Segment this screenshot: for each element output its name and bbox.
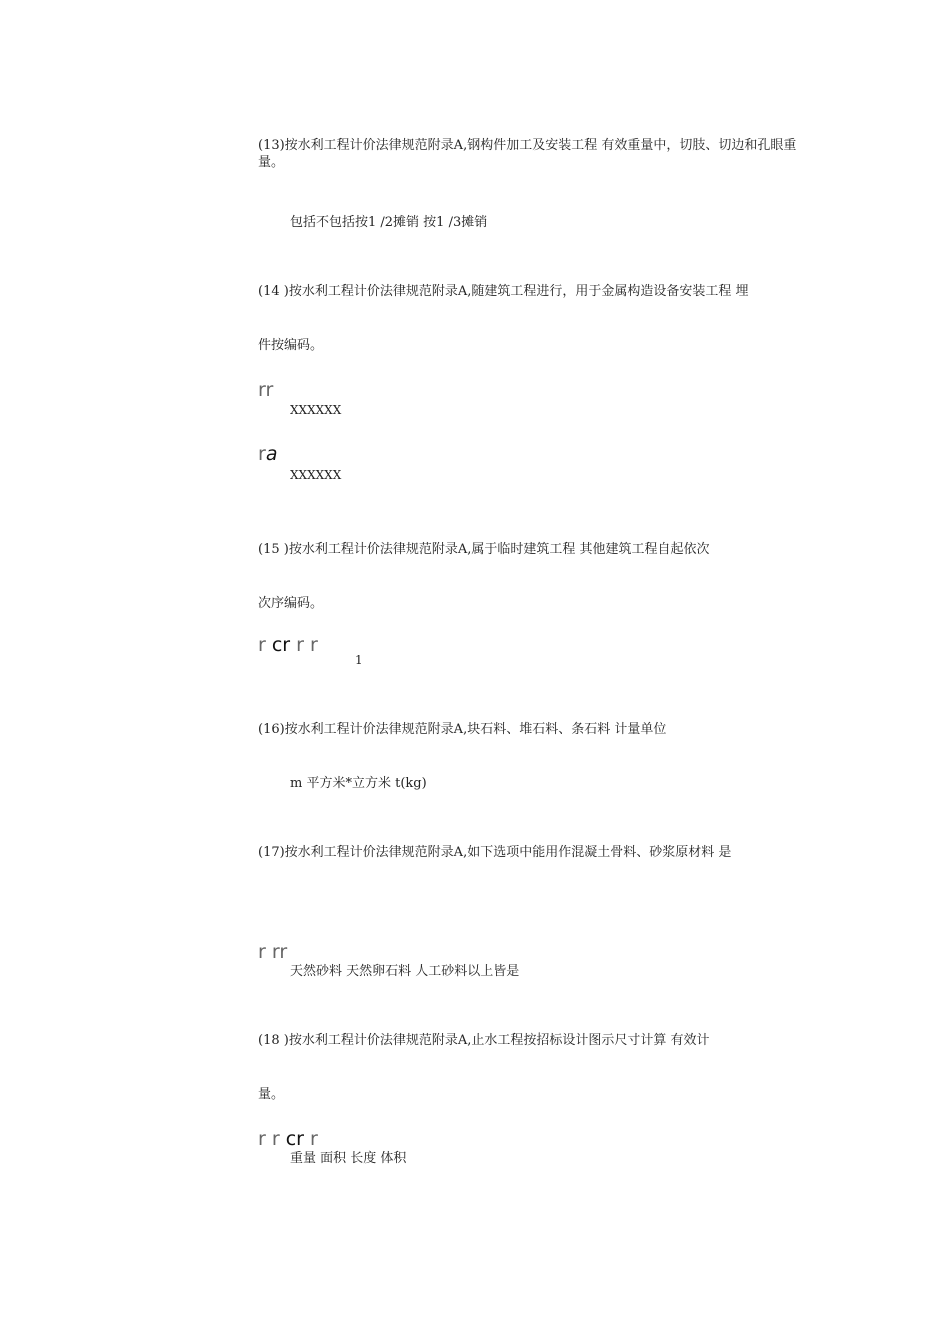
question-17-choice-marks: r rr — [258, 941, 288, 963]
question-15-mark-2: cr — [271, 634, 291, 656]
question-18-options: 重量 面积 长度 体积 — [290, 1151, 407, 1166]
question-18-mark-1: r r — [258, 1128, 280, 1150]
question-18-mark-2: cr — [285, 1128, 304, 1150]
question-15-line2: 次序编码。 — [258, 596, 324, 611]
question-18-choice-marks — [258, 1128, 318, 1150]
question-14-line2: 件按编码。 — [258, 338, 324, 353]
question-14-line1: (14 )按水利工程计价法律规范附录A,随建筑工程进行，用于金属构造设备安装工程 埋 — [258, 284, 749, 299]
question-18-line1: (18 )按水利工程计价法律规范附录A,止水工程按招标设计图示尺寸计算 有效计 — [258, 1033, 710, 1048]
question-15-mark-1: r — [258, 634, 266, 656]
question-15-line1: (15 )按水利工程计价法律规范附录A,属于临时建筑工程 其他建筑工程自起依次 — [258, 542, 710, 557]
question-16-text: (16)按水利工程计价法律规范附录A,块石料、堆石料、条石料 计量单位 — [258, 722, 667, 737]
question-14-option-b: XXXXXX — [290, 468, 342, 482]
question-17-text: (17)按水利工程计价法律规范附录A,如下选项中能用作混凝土骨料、砂浆原材料 是 — [258, 845, 732, 860]
question-15-mark-3: r r — [296, 634, 318, 656]
question-18-mark-3: r — [310, 1128, 318, 1150]
question-13-text: (13)按水利工程计价法律规范附录A,钢构件加工及安装工程 有效重量中，切肢、切边和孔眼重量。 — [258, 138, 797, 170]
question-16-options: m 平方米*立方米 t(kg) — [290, 776, 427, 791]
question-13-options: 包括不包括按1 /2摊销 按1 /3摊销 — [290, 215, 488, 230]
question-17-options: 天然砂料 天然卵石料 人工砂料以上皆是 — [290, 964, 520, 979]
question-15-choice-marks — [258, 634, 318, 656]
question-15-option: 1 — [355, 653, 363, 667]
question-14-choice-mark-b — [258, 443, 277, 465]
question-14-mark-b-a: a — [265, 443, 278, 465]
question-14-option-a: XXXXXX — [290, 403, 342, 417]
question-14-mark-b-r: r — [258, 443, 266, 465]
question-14-choice-mark-a: rr — [258, 379, 274, 401]
question-18-line2: 量。 — [258, 1087, 285, 1102]
